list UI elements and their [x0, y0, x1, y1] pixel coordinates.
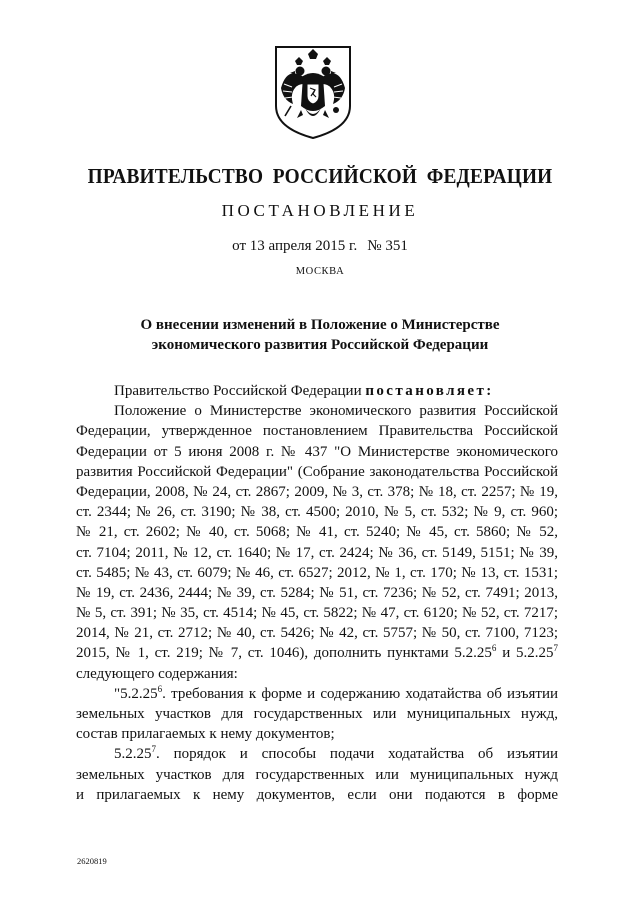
superscript: 7 — [553, 643, 558, 654]
paragraph-line: № 5, ст. 391; № 35, ст. 4514; № 45, ст. 5822; № 47, ст. 6120; № 52, ст. 7217; — [76, 605, 558, 622]
paragraph-text: 2015, № 1, ст. 219; № 7, ст. 1046), дополнить пунктами 5.2.25 — [76, 645, 492, 662]
superscript: 6 — [491, 643, 497, 654]
item-5-2-25-6 — [76, 684, 558, 704]
date-text: от 13 апреля 2015 г. — [232, 238, 358, 254]
item-number: 5.2.25 — [114, 746, 152, 763]
paragraph-line: Федерации от 5 июня 2008 г. № 437 "О Министерстве экономического — [76, 443, 558, 460]
document-city: МОСКВА — [295, 266, 345, 277]
item-number: "5.2.25 — [114, 685, 158, 702]
document-type: ПОСТАНОВЛЕНИЕ — [221, 201, 419, 220]
document-subject — [0, 315, 640, 355]
paragraph-line: ст. 7104; 2011, № 12, ст. 1640; № 17, ст. 2424; № 36, ст. 5149, 5151; № 39, — [76, 544, 558, 561]
paragraph-line: следующего содержания: — [76, 665, 238, 682]
paragraph-line: ст. 5485; № 43, ст. 6079; № 46, ст. 6527; 2012, № 1, ст. 170; № 13, ст. 1531; — [76, 564, 558, 581]
government-title: ПРАВИТЕЛЬСТВО РОССИЙСКОЙ ФЕДЕРАЦИИ — [87, 164, 553, 188]
paragraph-line: земельных участков для государственных или муниципальных нужд — [76, 766, 558, 783]
paragraph-text: и 5.2.25 — [496, 645, 554, 662]
subject-line-2: экономического развития Российской Федерации — [151, 337, 489, 353]
paragraph-line: № 21, ст. 2602; № 40, ст. 5068; № 41, ст. 5240; № 45, ст. 5860; № 52, — [76, 524, 558, 541]
document-code: 2620819 — [77, 856, 107, 866]
superscript: 6 — [157, 683, 163, 694]
document-number: № 351 — [367, 238, 408, 254]
paragraph-line: 2014, № 21, ст. 2712; № 40, ст. 5426; № 42, ст. 5757; № 50, ст. 7100, 7123; — [76, 625, 558, 642]
preamble-text: Правительство Российской Федерации — [114, 383, 366, 399]
document-date — [0, 238, 640, 255]
item-text: . порядок и способы подачи ходатайства об изъятии — [156, 746, 558, 763]
paragraph-line: состав прилагаемых к нему документов; — [76, 726, 335, 743]
paragraph-line: ст. 2344; № 26, ст. 3190; № 38, ст. 4500; 2010, № 5, ст. 532; № 9, ст. 960; — [76, 504, 558, 521]
paragraph-line: развития Российской Федерации" (Собрание законодательства Российской — [76, 463, 558, 480]
paragraph-line — [76, 643, 558, 663]
item-5-2-25-7 — [76, 744, 558, 764]
paragraph-line: Федерации, 2008, № 24, ст. 2867; 2009, № 3, ст. 378; № 18, ст. 2257; № 19, — [76, 483, 558, 500]
paragraph-line: Федерации, утвержденное постановлением Правительства Российской — [76, 423, 558, 440]
document-body — [76, 381, 558, 805]
paragraph-line: земельных участков для государственных или муниципальных нужд, — [76, 706, 558, 722]
coat-of-arms-icon — [273, 44, 353, 140]
item-text: . требования к форме и содержанию ходатайства об изъятии — [162, 685, 558, 702]
paragraph-line: и прилагаемых к нему документов, если они подаются в форме — [76, 786, 558, 803]
paragraph-line: Положение о Министерстве экономического развития Российской — [114, 403, 558, 420]
subject-line-1: О внесении изменений в Положение о Министерстве — [140, 317, 500, 333]
preamble — [76, 381, 558, 401]
superscript: 7 — [151, 744, 156, 755]
paragraph-line: № 19, ст. 2436, 2444; № 39, ст. 5284; № 51, ст. 7236; № 52, ст. 7491; 2013, — [76, 584, 558, 601]
decree-word: постановляет: — [365, 383, 494, 399]
